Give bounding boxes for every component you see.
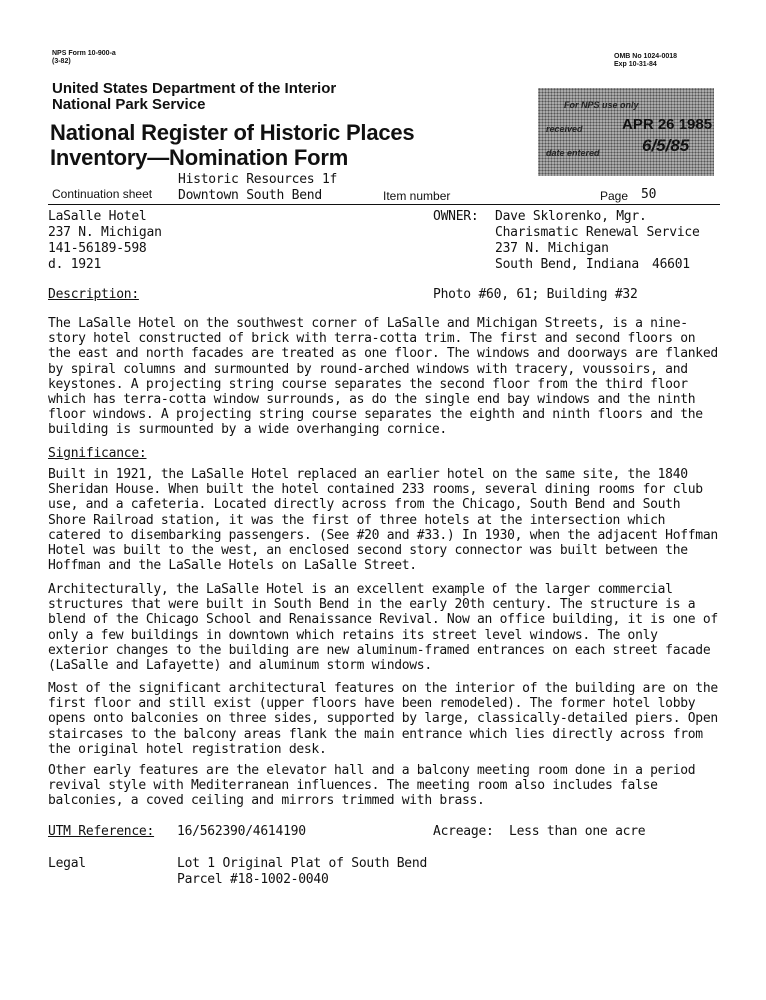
utm-label: UTM Reference:: [48, 824, 155, 839]
form-date: (3-82): [52, 58, 71, 65]
description-text: The LaSalle Hotel on the southwest corner of LaSalle and Michigan Streets, is a nine-story hotel constructed of brick with terra-cotta trim. The first and second floors on the east and north facades are treated as one floor. The windows and doorways are flanked by spiral columns and surmounted by round-arched windows with tracery, voussoirs, and keystones. A projecting string course separates the second floor from the third floor which has terra-cotta window surrounds, as do the single end bay windows and the ninth floor windows. A projecting string course separates the eighth and ninth floors and the building is surmounted by a wide overhanging cornice.: [48, 316, 718, 438]
stamp-heading: For NPS use only: [564, 100, 639, 110]
owner-label: OWNER:: [433, 209, 479, 224]
header-rule: [48, 204, 720, 205]
stamp-received-date: APR 26 1985: [622, 116, 713, 133]
significance-label: Significance:: [48, 446, 147, 461]
owner-zip: 46601: [652, 257, 690, 272]
significance-paragraph: Architecturally, the LaSalle Hotel is an excellent example of the larger commercial structures that were built in South Bend in the early 20th century. The structure is a blend of the Chicago School and Renaissance Revival. Now an office building, it is one of only a few buildings in downtown which retains its street level windows. The only exterior changes to the building are new aluminum-framed entrances on each street facade (LaSalle and Lafayette) and aluminum storm windows.: [48, 582, 718, 674]
legal-parcel: Parcel #18-1002-0040: [177, 872, 329, 887]
owner-address: 237 N. Michigan: [495, 241, 609, 256]
owner-name: Dave Sklorenko, Mgr.: [495, 209, 647, 224]
legal-description: Lot 1 Original Plat of South Bend: [177, 856, 428, 871]
expiration-date: Exp 10-31-84: [614, 61, 657, 68]
stamp-entered-label: date entered: [546, 148, 600, 158]
acreage-label: Acreage:: [433, 824, 494, 839]
service-name: National Park Service: [52, 96, 206, 113]
significance-paragraph: Other early features are the elevator hall and a balcony meeting room done in a period revival style with Mediterranean influences. The meeting room also includes false balconies, a coved ceiling and mirrors trimmed with brass.: [48, 763, 696, 809]
form-number: NPS Form 10-900-a: [52, 50, 116, 57]
department-name: United States Department of the Interior: [52, 80, 337, 97]
significance-paragraph: Built in 1921, the LaSalle Hotel replaced an earlier hotel on the same site, the 1840 Sheridan House. When built the hotel contained 233 rooms, several dining rooms for club use, and a cafeteria. Located directly across from the Chicago, South Bend and South Shore Railroad station, it was the first of three hotels at the intersection which catered to disembarking passengers. (See #20 and #33.) In 1930, when the adjacent Hoffman Hotel was built to the west, an enclosed second story connector was built between the Hoffman and the LaSalle Hotels on LaSalle Street.: [48, 467, 718, 574]
acreage-value: Less than one acre: [509, 824, 646, 839]
page-number: 50: [641, 187, 657, 202]
form-title-line2: Inventory—Nomination Form: [50, 145, 349, 170]
property-date: d. 1921: [48, 257, 102, 272]
nps-receipt-stamp: [538, 88, 714, 176]
significance-paragraph: Most of the significant architectural features on the interior of the building are on the first floor and still exist (upper floors have been remodeled). The former hotel lobby opens onto balconies on three sides, supported by large, classically-detailed piers. Open staircases to the balcony areas flank the main entrance which lies directly across from the original hotel registration desk.: [48, 681, 718, 757]
photo-reference: Photo #60, 61; Building #32: [433, 287, 638, 302]
property-name: LaSalle Hotel: [48, 209, 147, 224]
owner-organization: Charismatic Renewal Service: [495, 225, 700, 240]
legal-label: Legal: [48, 856, 86, 871]
form-title-line1: National Register of Historic Places: [50, 120, 415, 145]
continuation-name-line2: Downtown South Bend: [178, 188, 322, 203]
property-parcel-id: 141-56189-598: [48, 241, 147, 256]
utm-value: 16/562390/4614190: [177, 824, 306, 839]
stamp-received-label: received: [546, 124, 583, 134]
description-label: Description:: [48, 287, 139, 302]
omb-number: OMB No 1024-0018: [614, 53, 678, 60]
stamp-entered-date: 6/5/85: [642, 136, 690, 155]
page-label: Page: [600, 189, 629, 203]
item-number-label: Item number: [383, 189, 451, 203]
property-address: 237 N. Michigan: [48, 225, 162, 240]
continuation-sheet-label: Continuation sheet: [52, 187, 153, 201]
continuation-name-line1: Historic Resources 1f: [178, 172, 338, 187]
owner-city: South Bend, Indiana: [495, 257, 639, 272]
